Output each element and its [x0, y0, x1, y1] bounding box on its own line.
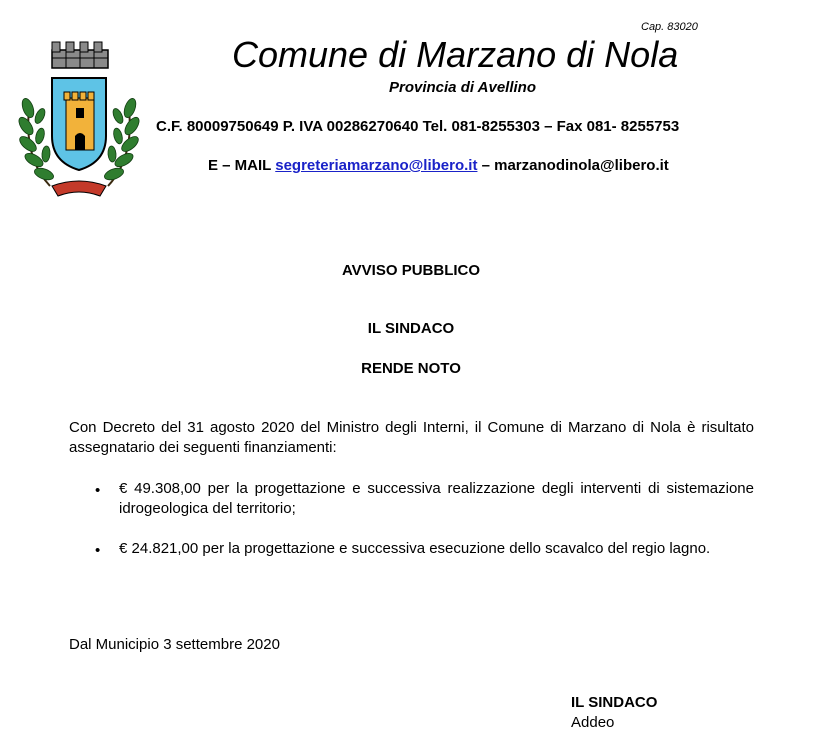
- tower-icon: [64, 92, 94, 150]
- list-item: [69, 479, 754, 519]
- postal-code: Cap. 83020: [641, 21, 698, 33]
- municipal-crest-emblem: [16, 36, 142, 204]
- ribbon-icon: [52, 181, 106, 196]
- email-label: E – MAIL: [208, 157, 276, 174]
- notice-heading: AVVISO PUBBLICO: [341, 262, 481, 279]
- municipality-title: Comune di Marzano di Nola: [232, 34, 679, 75]
- crown-icon: [52, 42, 108, 68]
- announces-heading: RENDE NOTO: [361, 360, 461, 377]
- list-item: [69, 539, 754, 559]
- email-secondary: – marzanodinola@libero.it: [477, 157, 669, 174]
- email-line: [208, 157, 669, 174]
- bullet-icon: •: [95, 542, 101, 559]
- closing-date: Dal Municipio 3 settembre 2020: [69, 636, 280, 653]
- list-item-text: € 49.308,00 per la progettazione e successiva realizzazione degli interventi di sistemazione idrogeologica del territorio;: [119, 480, 754, 517]
- intro-paragraph: Con Decreto del 31 agosto 2020 del Ministro degli Interni, il Comune di Marzano di Nola è risultato assegnatario dei seguenti finanziamenti:: [69, 419, 754, 456]
- signature-name: Addeo: [571, 714, 615, 731]
- province-subtitle: Provincia di Avellino: [389, 79, 536, 96]
- mayor-heading: IL SINDACO: [367, 320, 455, 337]
- email-link[interactable]: segreteriamarzano@libero.it: [275, 157, 478, 174]
- signature-title: IL SINDACO: [571, 694, 658, 711]
- fiscal-contact-line: C.F. 80009750649 P. IVA 00286270640 Tel. 081-8255303 – Fax 081- 8255753: [156, 118, 680, 135]
- bullet-icon: •: [95, 482, 101, 499]
- list-item-text: € 24.821,00 per la progettazione e successiva esecuzione dello scavalco del regio lagno.: [119, 540, 711, 557]
